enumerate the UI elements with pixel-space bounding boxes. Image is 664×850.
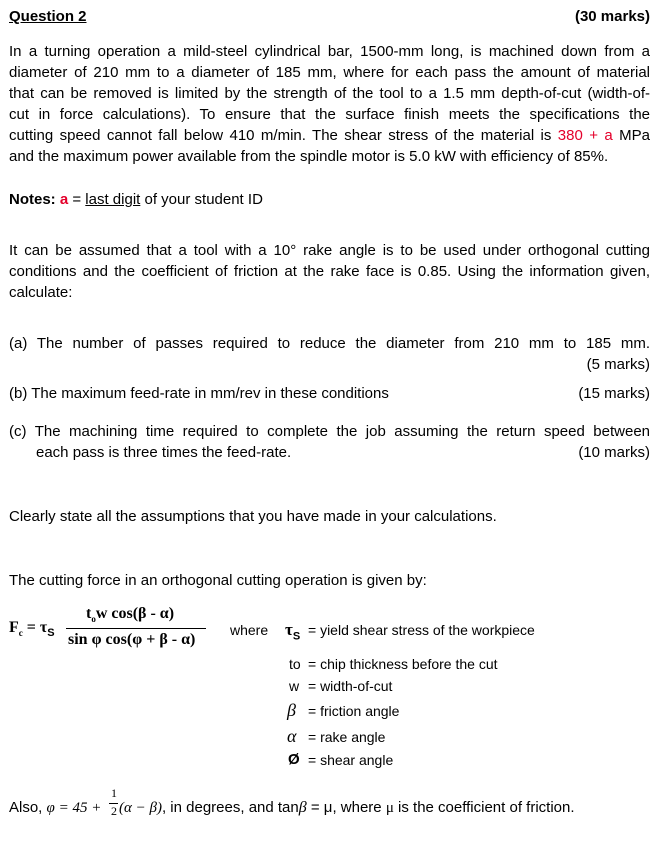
where-def-to: = chip thickness before the cut	[308, 656, 498, 672]
formula-numerator	[86, 605, 174, 624]
formula-eq-tau: = τ	[26, 619, 48, 636]
where-def-w: = width-of-cut	[308, 678, 393, 694]
also-line	[9, 797, 101, 819]
intro-line-6: and the maximum power available from the spindle motor is 5.0 kW with efficiency of 85%.	[9, 148, 609, 165]
where-tau: τ	[285, 620, 293, 639]
part-c-text-2: each pass is three times the feed-rate.	[36, 444, 292, 461]
formula-fraction-bar	[66, 628, 206, 629]
notes-rest: of your student ID	[144, 191, 263, 208]
formula-f-sub: c	[18, 628, 23, 639]
part-a-marks: (5 marks)	[586, 356, 650, 373]
formula-num-sub: o	[91, 614, 96, 625]
where-tau-sub: S	[292, 630, 301, 643]
where-def-tau: = yield shear stress of the workpiece	[308, 622, 535, 638]
where-def-beta: = friction angle	[308, 703, 400, 719]
also-mu: μ	[385, 800, 394, 816]
also-word: Also,	[9, 799, 43, 816]
where-sym-phi: Ø	[288, 751, 300, 768]
assume-line-3: calculate:	[9, 284, 73, 301]
where-sym-tau	[285, 620, 300, 642]
where-sym-beta: β	[287, 700, 296, 720]
question-header	[9, 6, 650, 27]
question-title: Question 2	[9, 8, 87, 25]
half-denominator: 2	[111, 804, 117, 818]
assumptions-note: Clearly state all the assumptions that you have made in your calculations.	[9, 508, 497, 525]
intro-line-4: cut in force calculations). To ensure that the surface finish meets the specifications the	[9, 106, 650, 123]
half-numerator: 1	[111, 786, 117, 800]
also-text-4: is the coefficient of friction.	[398, 799, 575, 816]
where-sym-to: to	[289, 656, 301, 672]
part-c-text-1: (c) The machining time required to complete the job assuming the return speed between	[9, 423, 650, 440]
part-b-marks: (15 marks)	[578, 385, 650, 402]
notes-eq: =	[72, 191, 82, 208]
also-line-rest	[119, 797, 575, 819]
formula-denominator: sin φ cos(φ + β - α)	[68, 631, 196, 648]
shear-stress-value: 380 + a	[557, 127, 613, 144]
alpha-minus-beta: (α − β)	[119, 800, 162, 816]
intro-line-3: that can be removed is limited by the strength of the tool to a 1.5 mm depth-of-cut (width-of-	[9, 85, 650, 102]
where-def-phi: = shear angle	[308, 752, 394, 768]
intro-line-5a: cutting speed cannot fall below 410 m/min. The shear stress of the material is	[9, 127, 552, 144]
notes-label: Notes:	[9, 191, 56, 208]
assume-line-1: It can be assumed that a tool with a 10° rake angle is to be used under orthogonal cutting	[9, 242, 650, 259]
part-a-text: (a) The number of passes required to reduce the diameter from 210 mm to 185 mm.	[9, 335, 650, 352]
assume-line-2: conditions and the coefficient of friction at the rake face is 0.85. Using the information given,	[9, 263, 650, 280]
intro-line-1: In a turning operation a mild-steel cylindrical bar, 1500-mm long, is machined down from a	[9, 43, 650, 60]
where-sym-alpha: α	[287, 726, 297, 746]
part-c-marks: (10 marks)	[578, 444, 650, 461]
intro-line-5c: MPa	[619, 127, 650, 144]
notes-var: a	[59, 191, 69, 208]
formula-num-t: t	[86, 605, 92, 622]
where-sym-w: w	[289, 678, 300, 694]
also-beta: β	[298, 799, 307, 816]
also-text-3: = μ, where	[310, 799, 382, 816]
force-intro: The cutting force in an orthogonal cutting operation is given by:	[9, 572, 427, 589]
intro-line-2: diameter of 210 mm to a diameter of 185 mm, where for each pass the amount of material	[9, 64, 650, 81]
formula-lhs	[9, 619, 55, 639]
also-text-2: , in degrees, and tan	[161, 799, 299, 816]
where-word: where	[230, 622, 269, 638]
formula-f: F	[9, 619, 19, 636]
notes-last-digit: last digit	[85, 191, 141, 208]
intro-line-5	[9, 125, 650, 146]
formula-num-rest: w cos(β - α)	[95, 605, 175, 622]
formula-tau-sub: S	[47, 627, 55, 640]
phi-equation: φ = 45 +	[46, 800, 102, 816]
where-def-alpha: = rake angle	[308, 729, 386, 745]
notes-line	[9, 189, 650, 210]
part-b-text: (b) The maximum feed-rate in mm/rev in these conditions	[9, 385, 389, 402]
question-marks: (30 marks)	[574, 8, 650, 25]
